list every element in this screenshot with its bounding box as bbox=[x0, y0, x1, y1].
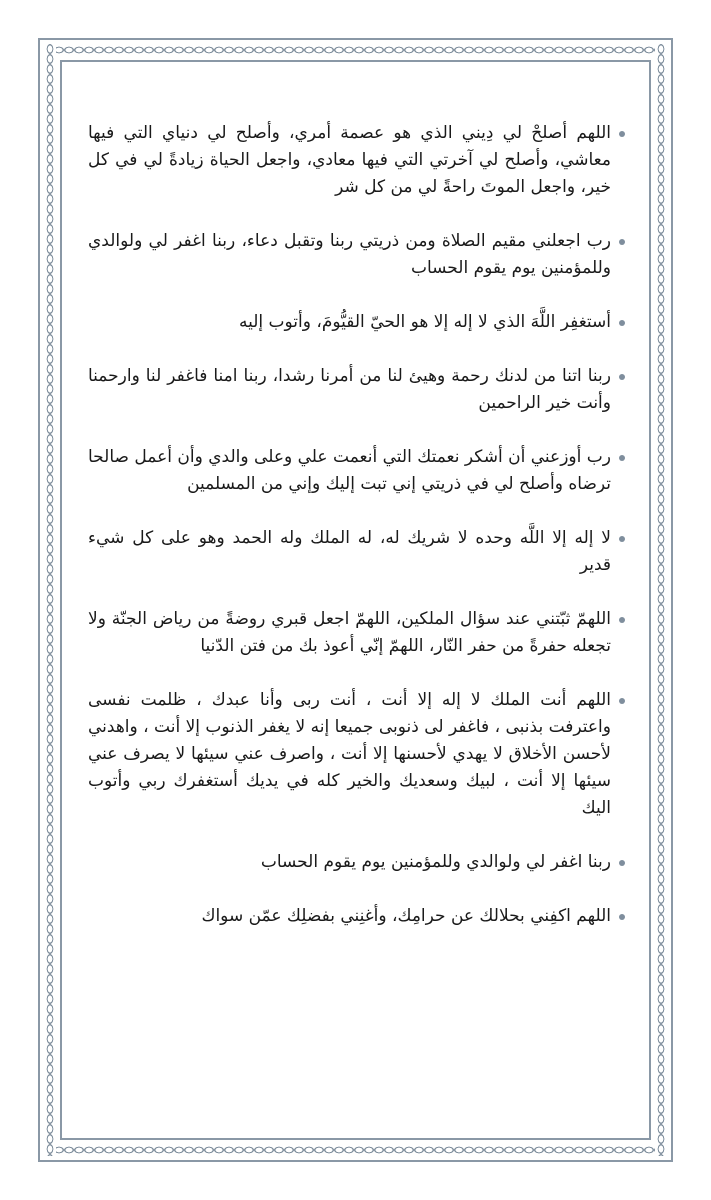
list-item bbox=[88, 606, 611, 660]
chain-border-top bbox=[44, 44, 667, 56]
bullet-icon bbox=[619, 536, 625, 542]
bullet-icon bbox=[619, 239, 625, 245]
list-item bbox=[88, 444, 611, 498]
bullet-icon bbox=[619, 374, 625, 380]
list-item bbox=[88, 903, 611, 930]
dua-text: اللهمّ ثبّتني عند سؤال الملكين، اللهمّ اجعل قبري روضةً من رياض الجنّة ولا تجعله حفرةً من حفر النّار، اللهمّ إنّي أعوذ بك من فتن الدّنيا bbox=[88, 609, 611, 656]
bullet-icon bbox=[619, 131, 625, 137]
dua-text: اللهم أصلحْ لي دِيني الذي هو عصمة أمري، وأصلح لي دنياي التي فيها معاشي، وأصلح لي آخرتي التي فيها معادي، واجعل الحياة زيادةً لي في كل خير، واجعل الموتَ راحةً لي من كل شر bbox=[88, 123, 611, 197]
chain-border-bottom bbox=[44, 1144, 667, 1156]
bullet-icon bbox=[619, 320, 625, 326]
dua-text: رب اجعلني مقيم الصلاة ومن ذريتي ربنا وتقبل دعاء، ربنا اغفر لي ولوالدي وللمؤمنين يوم يقوم الحساب bbox=[88, 231, 611, 278]
dua-text: اللهم أنت الملك لا إله إلا أنت ، أنت ربى وأنا عبدك ، ظلمت نفسى واعترفت بذنبى ، فاغفر لى ذنوبى جميعا إنه لا يغفر الذنوب إلا أنت ، واهدني لأحسن الأخلاق لا يهدي لأحسنها إلا أنت ، واصرف عني سيئها لا يصرف عني سيئها إلا أنت ، لبيك وسعديك والخير كله في يديك أستغفرك ربي وأتوب اليك bbox=[88, 690, 611, 818]
dua-text: ربنا اغفر لي ولوالدي وللمؤمنين يوم يقوم الحساب bbox=[260, 852, 611, 872]
bullet-icon bbox=[619, 698, 625, 704]
list-item bbox=[88, 228, 611, 282]
list-item bbox=[88, 363, 611, 417]
list-item bbox=[88, 687, 611, 822]
chain-border-right bbox=[655, 44, 667, 1156]
bullet-icon bbox=[619, 617, 625, 623]
list-item bbox=[88, 525, 611, 579]
dua-text: لا إله إلا اللَّه وحده لا شريك له، له الملك وله الحمد وهو على كل شيء قدير bbox=[88, 528, 611, 575]
bullet-icon bbox=[619, 860, 625, 866]
dua-list bbox=[88, 120, 611, 957]
dua-text: اللهم اكفِني بحلالك عن حرامِك، وأغنِني بفضلِك عمّن سواك bbox=[201, 906, 611, 926]
list-item bbox=[88, 120, 611, 201]
chain-border-left bbox=[44, 44, 56, 1156]
list-item bbox=[88, 309, 611, 336]
bullet-icon bbox=[619, 914, 625, 920]
dua-text: أستغفِر اللَّهَ الذي لا إله إلا هو الحيّ القيُّومَ، وأتوب إليه bbox=[238, 312, 611, 332]
dua-text: ربنا اتنا من لدنك رحمة وهيئ لنا من أمرنا رشدا، ربنا امنا فاغفر لنا وارحمنا وأنت خير الراحمين bbox=[88, 366, 611, 413]
dua-text: رب أوزعني أن أشكر نعمتك التي أنعمت علي وعلى والدي وأن أعمل صالحا ترضاه وأصلح لي في ذريتي إني تبت إليك وإني من المسلمين bbox=[88, 447, 611, 494]
bullet-icon bbox=[619, 455, 625, 461]
list-item bbox=[88, 849, 611, 876]
